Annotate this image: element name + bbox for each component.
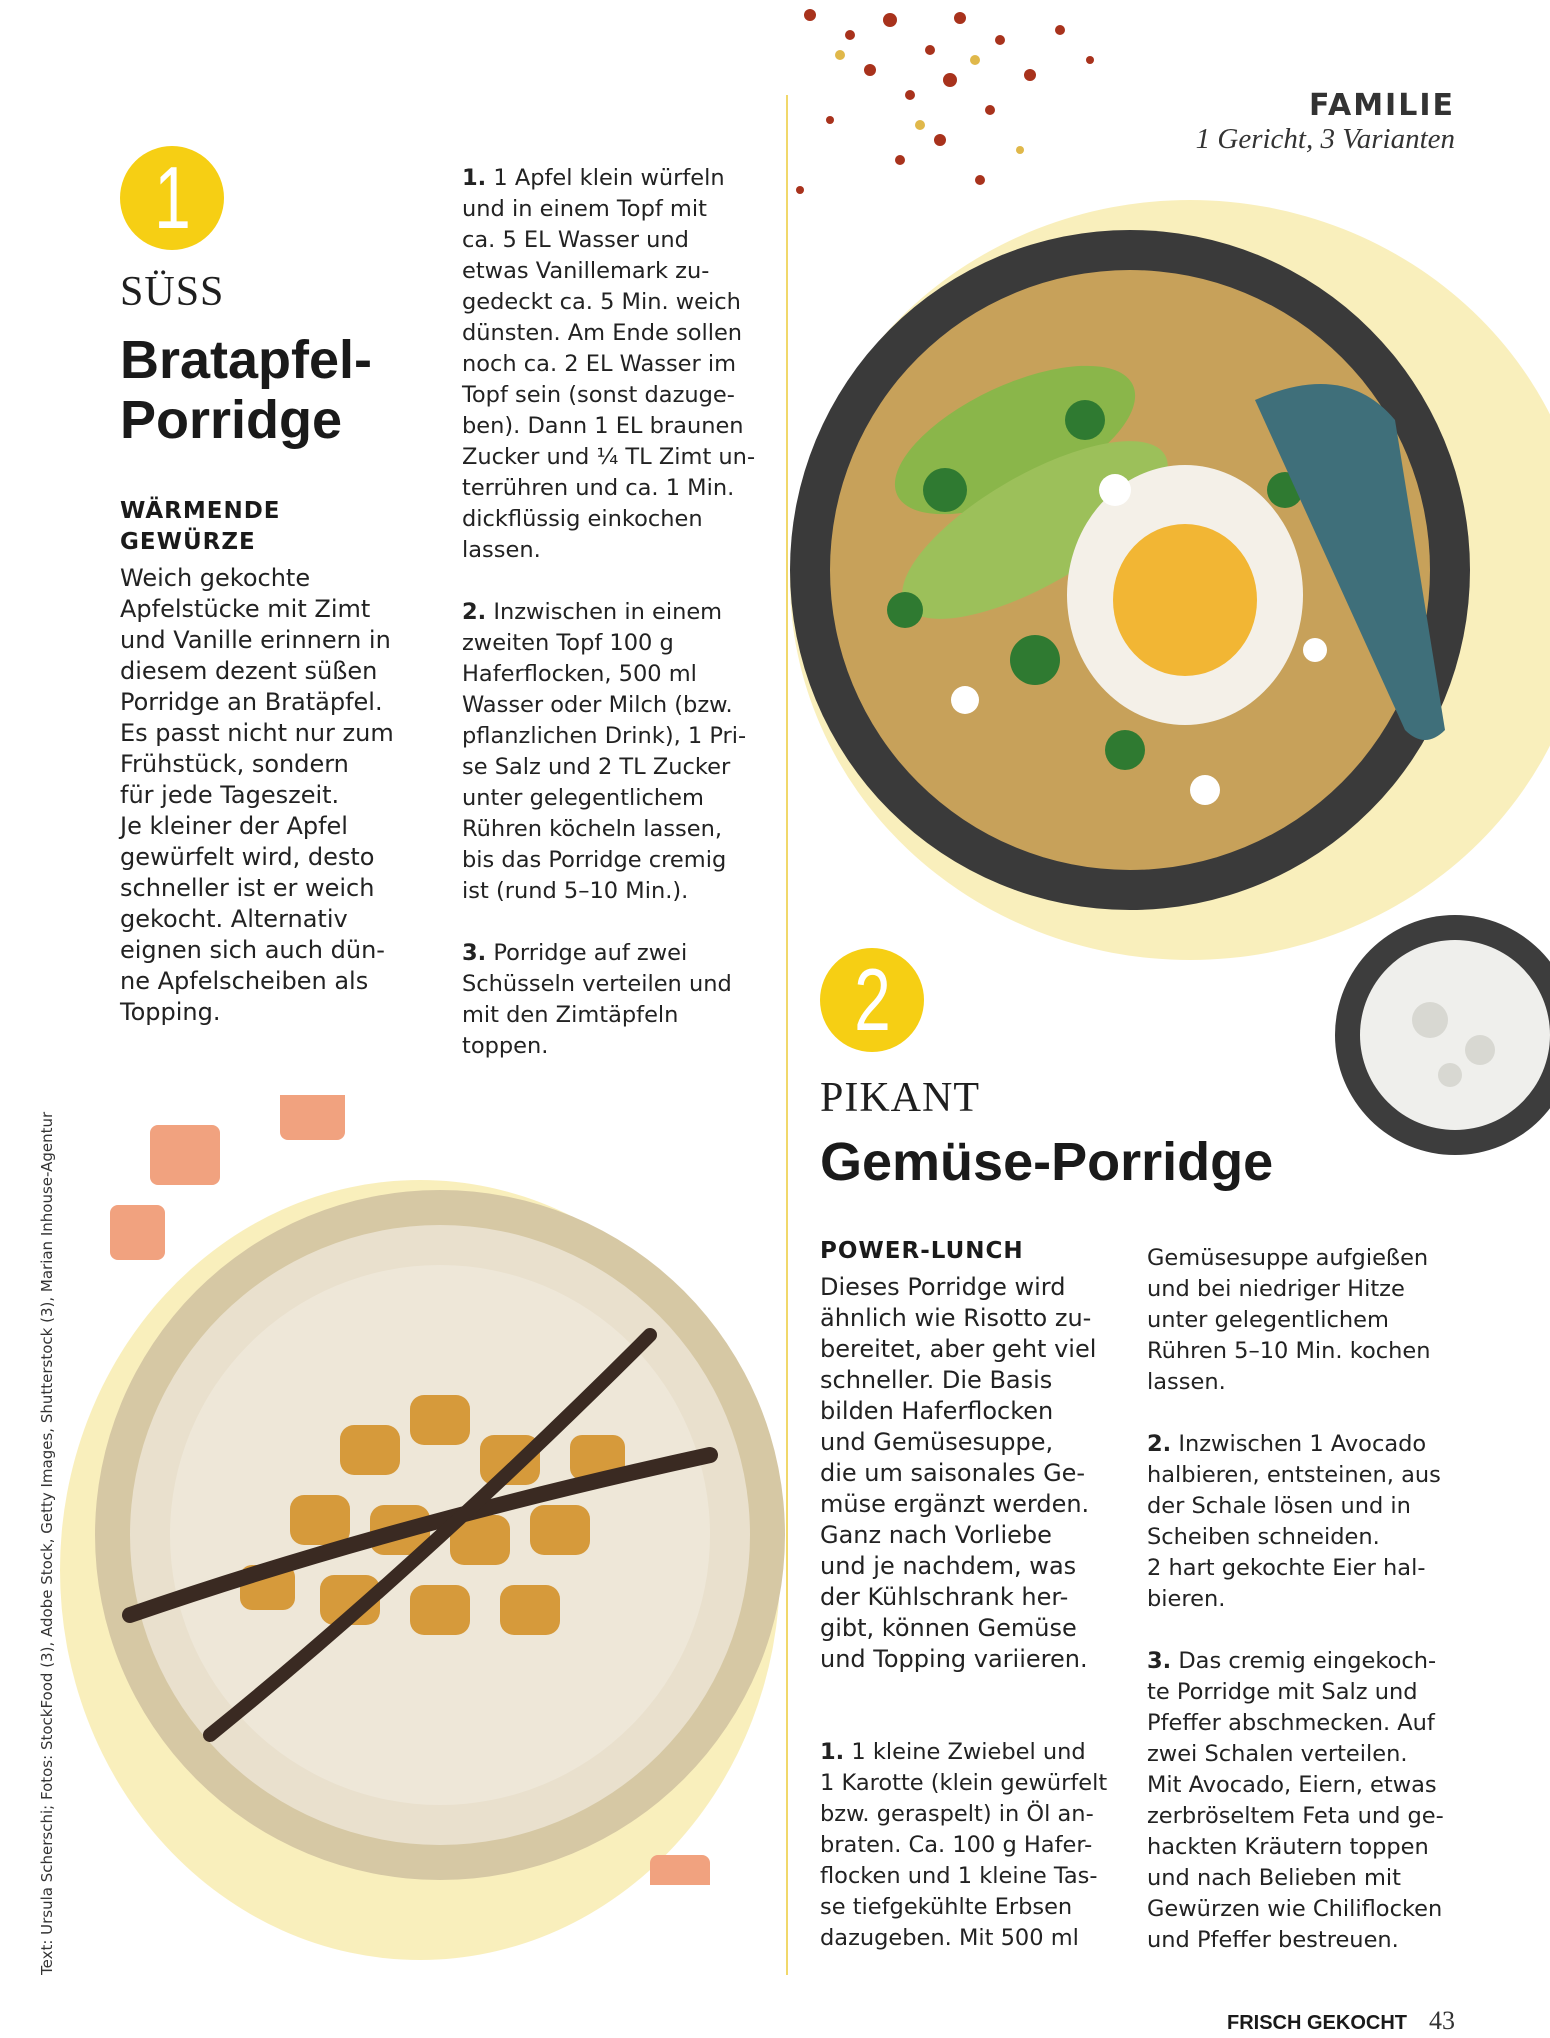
recipe1-intro: Weich gekochte Apfelstücke mit Zimt und Vanille erinnern in diesem dezent süßen Porridge an Bratäpfel. Es passt nicht nur zum Frühstück, sondern für jede Tageszeit. Je kleiner der Apfel gewürfelt wird, desto schneller ist er weich gekocht. Alternativ eignen sich auch dün- ne Apfelscheiben als Topping.	[120, 564, 394, 1026]
recipe2-step-2: 2. Inzwischen 1 Avocado halbieren, entsteinen, aus der Schale lösen und in Scheiben schneiden. 2 hart gekochte Eier hal- bieren.	[1147, 1431, 1441, 1612]
recipe2-step-3: 3. Das cremig eingekoch- te Porridge mit Salz und Pfeffer abschmecken. Auf zwei Schalen verteilen. Mit Avocado, Eiern, etwas zerbröseltem Feta und ge- hackten Kräutern toppen und nach Belieben mit Gewürzen wie Chiliflocken und Pfeffer bestreuen.	[1147, 1648, 1444, 1953]
section-tagline: 1 Gericht, 3 Varianten	[1195, 123, 1455, 155]
vegetable-porridge-photo	[785, 230, 1475, 950]
recipe1-steps	[462, 163, 782, 1062]
recipe-number-badge-2: 2	[820, 948, 924, 1052]
page-footer	[1227, 2006, 1455, 2036]
recipe-number-badge-1: 1	[120, 146, 224, 250]
recipe1-title: Bratapfel- Porridge	[120, 330, 373, 450]
recipe1-step-1: 1. 1 Apfel klein würfeln und in einem Topf mit ca. 5 EL Wasser und etwas Vanillemark zu- gedeckt ca. 5 Min. weich dünsten. Am Ende sollen noch ca. 2 EL Wasser im Topf sein (sonst dazuge- ben). Dann 1 EL braunen Zucker und ¼ TL Zimt un- terrühren und ca. 1 Min. dickflüssig einkochen lassen.	[462, 165, 756, 563]
magazine-name: FRISCH GEKOCHT	[1227, 2012, 1407, 2034]
recipe2-step-1: 1. 1 kleine Zwiebel und 1 Karotte (klein gewürfelt bzw. geraspelt) in Öl an- braten. Ca. 100 g Hafer- flocken und 1 kleine Tas- se tiefgekühlte Erbsen dazugeben. Mit 500 ml	[820, 1739, 1108, 1951]
recipe1-subhead: WÄRMENDE GEWÜRZE	[120, 498, 281, 555]
magazine-section-header	[1196, 88, 1455, 156]
recipe1-label: SÜSS	[120, 269, 225, 315]
feta-bowl-photo	[1330, 910, 1550, 1160]
recipe2-steps-column-2	[1147, 1243, 1477, 1956]
page-number: 43	[1429, 2006, 1455, 2035]
recipe2-step-1-continued: Gemüsesuppe aufgießen und bei niedriger Hitze unter gelegentlichem Rühren 5–10 Min. kochen lassen.	[1147, 1245, 1431, 1395]
recipe2-label: PIKANT	[820, 1075, 980, 1121]
recipe2-title: Gemüse-Porridge	[820, 1132, 1274, 1192]
recipe2-subhead: POWER-LUNCH	[820, 1238, 1024, 1264]
recipe2-intro: Dieses Porridge wird ähnlich wie Risotto zu- bereitet, aber geht viel schneller. Die Basis bilden Haferflocken und Gemüsesuppe, die um saisonales Ge- müse ergänzt werden. Ganz nach Vorliebe und je nachdem, was der Kühlschrank her- gibt, können Gemüse und Topping variieren.	[820, 1273, 1097, 1673]
section-category: FAMILIE	[1308, 88, 1455, 123]
photo-credits: Text: Ursula Scherschi; Fotos: StockFood (3), Adobe Stock, Getty Images, Shutterstock (3), Marian Inhouse-Agentur	[38, 1111, 56, 1975]
recipe1-step-3: 3. Porridge auf zwei Schüsseln verteilen und mit den Zimtäpfeln toppen.	[462, 940, 732, 1059]
recipe1-step-2: 2. Inzwischen in einem zweiten Topf 100 g Haferflocken, 500 ml Wasser oder Milch (bzw. pflanzlichen Drink), 1 Pri- se Salz und 2 TL Zucker unter gelegentlichem Rühren köcheln lassen, bis das Porridge cremig ist (rund 5–10 Min.).	[462, 599, 747, 904]
bratapfel-porridge-photo	[90, 1095, 790, 1885]
